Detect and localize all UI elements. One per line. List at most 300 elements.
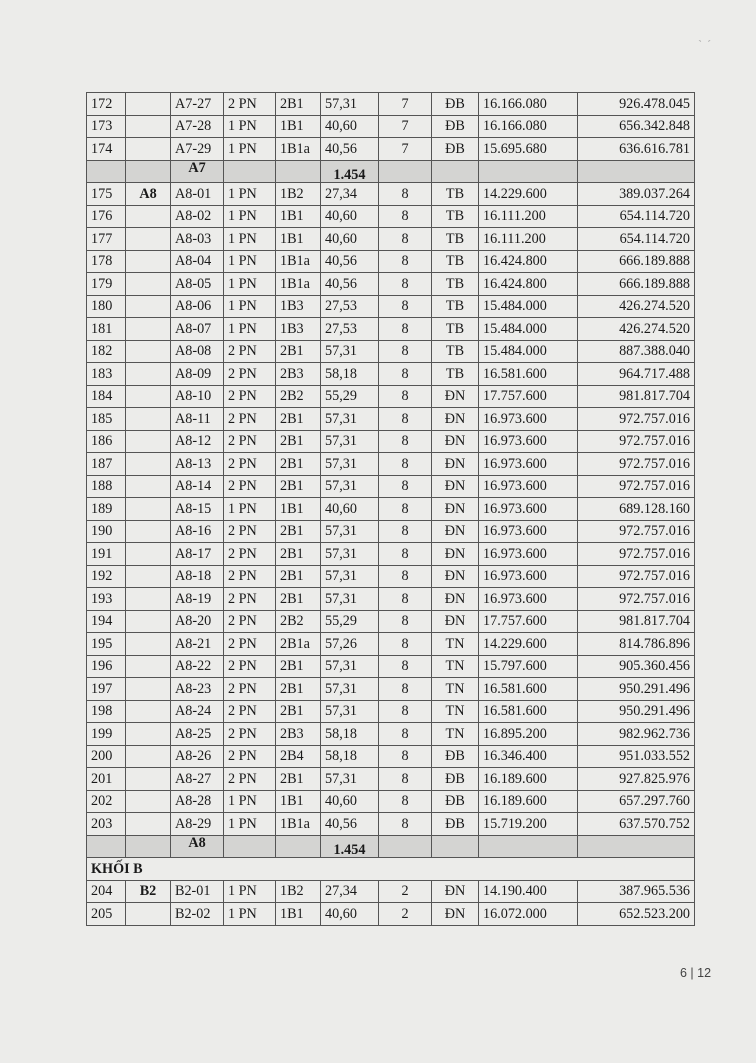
subtotal-area-total: 1.454 <box>321 835 379 858</box>
table-row <box>87 273 695 296</box>
subtotal-empty-cell <box>379 160 432 183</box>
cell-unit-type: 2B1 <box>276 340 321 363</box>
cell-floor: 8 <box>379 430 432 453</box>
cell-stt: 173 <box>87 115 126 138</box>
cell-direction: ĐN <box>432 520 479 543</box>
cell-floor: 8 <box>379 678 432 701</box>
cell-direction: ĐN <box>432 610 479 633</box>
cell-stt: 181 <box>87 318 126 341</box>
cell-block <box>126 903 171 926</box>
cell-floor: 8 <box>379 723 432 746</box>
cell-area: 57,31 <box>321 700 379 723</box>
subtotal-empty-cell <box>126 160 171 183</box>
cell-total-price: 972.757.016 <box>578 453 695 476</box>
cell-bedrooms: 2 PN <box>224 678 276 701</box>
cell-block <box>126 723 171 746</box>
cell-bedrooms: 2 PN <box>224 453 276 476</box>
cell-stt: 182 <box>87 340 126 363</box>
cell-stt: 177 <box>87 228 126 251</box>
cell-unit-code: A8-14 <box>171 475 224 498</box>
cell-block <box>126 205 171 228</box>
cell-block <box>126 498 171 521</box>
cell-area: 57,31 <box>321 93 379 116</box>
cell-direction: ĐB <box>432 138 479 161</box>
subtotal-label: A8 <box>171 835 224 858</box>
cell-floor: 8 <box>379 498 432 521</box>
cell-stt: 203 <box>87 813 126 836</box>
cell-area: 57,31 <box>321 565 379 588</box>
cell-block <box>126 813 171 836</box>
cell-block: B2 <box>126 880 171 903</box>
cell-block <box>126 318 171 341</box>
cell-unit-price: 16.973.600 <box>479 475 578 498</box>
cell-stt: 189 <box>87 498 126 521</box>
cell-stt: 201 <box>87 768 126 791</box>
cell-floor: 8 <box>379 588 432 611</box>
cell-bedrooms: 2 PN <box>224 363 276 386</box>
cell-stt: 179 <box>87 273 126 296</box>
cell-block: A8 <box>126 183 171 206</box>
table-row <box>87 363 695 386</box>
cell-unit-price: 15.484.000 <box>479 318 578 341</box>
cell-bedrooms: 2 PN <box>224 385 276 408</box>
cell-direction: TN <box>432 655 479 678</box>
cell-unit-type: 2B1 <box>276 678 321 701</box>
cell-unit-code: A8-02 <box>171 205 224 228</box>
cell-unit-code: A8-05 <box>171 273 224 296</box>
cell-floor: 8 <box>379 318 432 341</box>
table-row <box>87 880 695 903</box>
cell-unit-price: 16.973.600 <box>479 498 578 521</box>
table-row <box>87 295 695 318</box>
cell-stt: 192 <box>87 565 126 588</box>
subtotal-empty-cell <box>379 835 432 858</box>
cell-total-price: 887.388.040 <box>578 340 695 363</box>
cell-total-price: 950.291.496 <box>578 678 695 701</box>
cell-unit-type: 2B1a <box>276 633 321 656</box>
table-row <box>87 93 695 116</box>
cell-bedrooms: 2 PN <box>224 565 276 588</box>
cell-area: 57,31 <box>321 520 379 543</box>
cell-bedrooms: 2 PN <box>224 588 276 611</box>
cell-unit-code: A7-28 <box>171 115 224 138</box>
subtotal-empty-cell <box>479 835 578 858</box>
table-row <box>87 340 695 363</box>
cell-unit-type: 1B1 <box>276 205 321 228</box>
cell-bedrooms: 1 PN <box>224 318 276 341</box>
cell-block <box>126 408 171 431</box>
cell-block <box>126 138 171 161</box>
table-row <box>87 700 695 723</box>
cell-unit-code: A7-29 <box>171 138 224 161</box>
cell-floor: 8 <box>379 205 432 228</box>
cell-area: 57,31 <box>321 453 379 476</box>
cell-unit-price: 16.973.600 <box>479 408 578 431</box>
cell-bedrooms: 2 PN <box>224 520 276 543</box>
cell-unit-type: 1B1a <box>276 250 321 273</box>
cell-area: 57,31 <box>321 543 379 566</box>
cell-area: 40,60 <box>321 205 379 228</box>
cell-bedrooms: 1 PN <box>224 813 276 836</box>
subtotal-empty-cell <box>276 160 321 183</box>
cell-unit-code: B2-02 <box>171 903 224 926</box>
cell-floor: 8 <box>379 408 432 431</box>
cell-block <box>126 790 171 813</box>
cell-unit-code: A8-18 <box>171 565 224 588</box>
subtotal-empty-cell <box>432 835 479 858</box>
cell-direction: TB <box>432 273 479 296</box>
cell-direction: ĐB <box>432 790 479 813</box>
cell-direction: ĐN <box>432 543 479 566</box>
cell-area: 55,29 <box>321 610 379 633</box>
cell-stt: 184 <box>87 385 126 408</box>
cell-unit-code: A8-20 <box>171 610 224 633</box>
cell-unit-type: 2B1 <box>276 475 321 498</box>
cell-direction: TB <box>432 183 479 206</box>
cell-area: 57,31 <box>321 340 379 363</box>
cell-floor: 8 <box>379 543 432 566</box>
cell-area: 58,18 <box>321 745 379 768</box>
cell-unit-code: A8-21 <box>171 633 224 656</box>
cell-bedrooms: 2 PN <box>224 633 276 656</box>
cell-stt: 197 <box>87 678 126 701</box>
cell-floor: 2 <box>379 903 432 926</box>
cell-stt: 191 <box>87 543 126 566</box>
cell-total-price: 972.757.016 <box>578 565 695 588</box>
cell-stt: 180 <box>87 295 126 318</box>
cell-unit-code: A8-24 <box>171 700 224 723</box>
cell-unit-type: 1B3 <box>276 295 321 318</box>
cell-direction: ĐN <box>432 498 479 521</box>
cell-stt: 204 <box>87 880 126 903</box>
cell-stt: 190 <box>87 520 126 543</box>
table-row <box>87 588 695 611</box>
cell-unit-code: A8-09 <box>171 363 224 386</box>
table-row <box>87 453 695 476</box>
subtotal-empty-cell <box>224 160 276 183</box>
table-row <box>87 385 695 408</box>
cell-area: 58,18 <box>321 363 379 386</box>
cell-floor: 8 <box>379 565 432 588</box>
cell-unit-type: 2B1 <box>276 520 321 543</box>
cell-total-price: 657.297.760 <box>578 790 695 813</box>
cell-direction: ĐN <box>432 903 479 926</box>
cell-floor: 8 <box>379 610 432 633</box>
cell-block <box>126 633 171 656</box>
cell-direction: TN <box>432 678 479 701</box>
cell-block <box>126 588 171 611</box>
cell-unit-price: 16.072.000 <box>479 903 578 926</box>
cell-area: 40,60 <box>321 115 379 138</box>
cell-area: 40,56 <box>321 138 379 161</box>
cell-floor: 8 <box>379 655 432 678</box>
cell-bedrooms: 2 PN <box>224 655 276 678</box>
cell-direction: ĐN <box>432 588 479 611</box>
cell-total-price: 426.274.520 <box>578 318 695 341</box>
cell-block <box>126 295 171 318</box>
table-row <box>87 228 695 251</box>
section-title: KHỐI B <box>87 858 695 881</box>
cell-floor: 8 <box>379 363 432 386</box>
cell-unit-price: 16.424.800 <box>479 273 578 296</box>
cell-unit-type: 2B1 <box>276 408 321 431</box>
cell-unit-price: 16.111.200 <box>479 205 578 228</box>
cell-unit-code: A8-25 <box>171 723 224 746</box>
cell-total-price: 972.757.016 <box>578 408 695 431</box>
cell-area: 57,31 <box>321 678 379 701</box>
cell-unit-code: A8-08 <box>171 340 224 363</box>
cell-total-price: 950.291.496 <box>578 700 695 723</box>
cell-block <box>126 543 171 566</box>
cell-block <box>126 453 171 476</box>
cell-bedrooms: 1 PN <box>224 790 276 813</box>
cell-stt: 199 <box>87 723 126 746</box>
cell-area: 57,26 <box>321 633 379 656</box>
cell-block <box>126 250 171 273</box>
cell-bedrooms: 2 PN <box>224 93 276 116</box>
cell-stt: 185 <box>87 408 126 431</box>
cell-unit-code: B2-01 <box>171 880 224 903</box>
cell-total-price: 814.786.896 <box>578 633 695 656</box>
cell-floor: 7 <box>379 138 432 161</box>
cell-area: 40,56 <box>321 813 379 836</box>
table-row <box>87 723 695 746</box>
cell-unit-type: 1B2 <box>276 183 321 206</box>
cell-unit-code: A8-19 <box>171 588 224 611</box>
table-row <box>87 813 695 836</box>
cell-block <box>126 565 171 588</box>
cell-total-price: 982.962.736 <box>578 723 695 746</box>
cell-total-price: 654.114.720 <box>578 228 695 251</box>
cell-total-price: 926.478.045 <box>578 93 695 116</box>
cell-bedrooms: 2 PN <box>224 430 276 453</box>
cell-unit-price: 16.346.400 <box>479 745 578 768</box>
cell-unit-type: 1B3 <box>276 318 321 341</box>
cell-unit-price: 16.189.600 <box>479 768 578 791</box>
cell-unit-type: 1B1 <box>276 790 321 813</box>
cell-unit-price: 16.973.600 <box>479 588 578 611</box>
cell-bedrooms: 1 PN <box>224 115 276 138</box>
cell-unit-code: A8-03 <box>171 228 224 251</box>
cell-unit-price: 16.166.080 <box>479 93 578 116</box>
cell-bedrooms: 1 PN <box>224 205 276 228</box>
cell-floor: 8 <box>379 520 432 543</box>
cell-stt: 196 <box>87 655 126 678</box>
cell-direction: TB <box>432 340 479 363</box>
cell-floor: 7 <box>379 115 432 138</box>
cell-unit-code: A8-13 <box>171 453 224 476</box>
cell-direction: TN <box>432 633 479 656</box>
cell-total-price: 387.965.536 <box>578 880 695 903</box>
cell-unit-type: 2B2 <box>276 385 321 408</box>
cell-unit-price: 14.190.400 <box>479 880 578 903</box>
cell-direction: TN <box>432 723 479 746</box>
cell-unit-type: 2B1 <box>276 588 321 611</box>
cell-bedrooms: 2 PN <box>224 700 276 723</box>
cell-area: 57,31 <box>321 768 379 791</box>
cell-unit-price: 15.719.200 <box>479 813 578 836</box>
cell-stt: 202 <box>87 790 126 813</box>
cell-unit-type: 1B1a <box>276 138 321 161</box>
cell-area: 40,60 <box>321 498 379 521</box>
cell-total-price: 981.817.704 <box>578 385 695 408</box>
cell-stt: 198 <box>87 700 126 723</box>
cell-total-price: 656.342.848 <box>578 115 695 138</box>
cell-block <box>126 745 171 768</box>
cell-area: 40,60 <box>321 903 379 926</box>
table-row <box>87 475 695 498</box>
table-row <box>87 520 695 543</box>
cell-unit-code: A8-15 <box>171 498 224 521</box>
cell-bedrooms: 1 PN <box>224 295 276 318</box>
cell-unit-price: 15.695.680 <box>479 138 578 161</box>
price-table <box>86 92 695 926</box>
cell-direction: TB <box>432 363 479 386</box>
table-row <box>87 543 695 566</box>
cell-floor: 8 <box>379 228 432 251</box>
cell-unit-code: A8-27 <box>171 768 224 791</box>
cell-area: 57,31 <box>321 588 379 611</box>
cell-direction: ĐB <box>432 93 479 116</box>
cell-block <box>126 768 171 791</box>
cell-direction: ĐN <box>432 880 479 903</box>
cell-unit-price: 15.484.000 <box>479 295 578 318</box>
cell-area: 27,34 <box>321 183 379 206</box>
cell-total-price: 972.757.016 <box>578 430 695 453</box>
subtotal-empty-cell <box>578 160 695 183</box>
cell-unit-type: 1B1a <box>276 813 321 836</box>
cell-area: 55,29 <box>321 385 379 408</box>
cell-bedrooms: 1 PN <box>224 250 276 273</box>
section-header-row <box>87 858 695 881</box>
cell-stt: 193 <box>87 588 126 611</box>
cell-total-price: 666.189.888 <box>578 273 695 296</box>
cell-unit-type: 2B1 <box>276 93 321 116</box>
cell-block <box>126 655 171 678</box>
cell-total-price: 981.817.704 <box>578 610 695 633</box>
cell-direction: TB <box>432 318 479 341</box>
cell-floor: 7 <box>379 93 432 116</box>
cell-unit-type: 1B1a <box>276 273 321 296</box>
cell-total-price: 972.757.016 <box>578 475 695 498</box>
cell-stt: 178 <box>87 250 126 273</box>
cell-unit-code: A8-06 <box>171 295 224 318</box>
table-row <box>87 408 695 431</box>
cell-total-price: 905.360.456 <box>578 655 695 678</box>
cell-bedrooms: 1 PN <box>224 498 276 521</box>
cell-direction: ĐB <box>432 768 479 791</box>
cell-floor: 8 <box>379 273 432 296</box>
cell-unit-type: 2B1 <box>276 543 321 566</box>
cell-unit-code: A8-11 <box>171 408 224 431</box>
cell-stt: 176 <box>87 205 126 228</box>
cell-unit-code: A8-16 <box>171 520 224 543</box>
cell-stt: 186 <box>87 430 126 453</box>
table-row <box>87 745 695 768</box>
cell-floor: 8 <box>379 790 432 813</box>
cell-area: 27,34 <box>321 880 379 903</box>
cell-stt: 187 <box>87 453 126 476</box>
subtotal-area-total: 1.454 <box>321 160 379 183</box>
cell-unit-code: A8-17 <box>171 543 224 566</box>
subtotal-empty-cell <box>224 835 276 858</box>
cell-unit-type: 1B1 <box>276 228 321 251</box>
cell-unit-price: 16.581.600 <box>479 363 578 386</box>
cell-total-price: 636.616.781 <box>578 138 695 161</box>
cell-area: 40,56 <box>321 273 379 296</box>
cell-area: 57,31 <box>321 430 379 453</box>
table-row <box>87 430 695 453</box>
cell-total-price: 389.037.264 <box>578 183 695 206</box>
table-row <box>87 790 695 813</box>
table-row <box>87 250 695 273</box>
cell-block <box>126 700 171 723</box>
cell-floor: 8 <box>379 768 432 791</box>
subtotal-empty-cell <box>479 160 578 183</box>
cell-unit-type: 2B1 <box>276 768 321 791</box>
cell-unit-price: 16.973.600 <box>479 520 578 543</box>
cell-unit-price: 16.166.080 <box>479 115 578 138</box>
cell-unit-code: A8-04 <box>171 250 224 273</box>
cell-block <box>126 363 171 386</box>
cell-unit-price: 14.229.600 <box>479 633 578 656</box>
table-row <box>87 903 695 926</box>
cell-total-price: 972.757.016 <box>578 588 695 611</box>
cell-unit-price: 15.484.000 <box>479 340 578 363</box>
cell-unit-price: 16.973.600 <box>479 453 578 476</box>
cell-floor: 8 <box>379 250 432 273</box>
subtotal-row <box>87 835 695 858</box>
subtotal-empty-cell <box>87 835 126 858</box>
cell-unit-type: 2B4 <box>276 745 321 768</box>
cell-floor: 2 <box>379 880 432 903</box>
cell-stt: 174 <box>87 138 126 161</box>
cell-unit-price: 16.581.600 <box>479 678 578 701</box>
cell-floor: 8 <box>379 183 432 206</box>
cell-block <box>126 93 171 116</box>
cell-unit-type: 2B3 <box>276 723 321 746</box>
subtotal-empty-cell <box>432 160 479 183</box>
cell-unit-price: 16.424.800 <box>479 250 578 273</box>
cell-block <box>126 430 171 453</box>
cell-unit-code: A8-29 <box>171 813 224 836</box>
page-number: 6 | 12 <box>680 966 712 980</box>
cell-bedrooms: 2 PN <box>224 408 276 431</box>
cell-block <box>126 610 171 633</box>
cell-block <box>126 273 171 296</box>
cell-direction: ĐN <box>432 430 479 453</box>
cell-unit-price: 15.797.600 <box>479 655 578 678</box>
cell-area: 40,60 <box>321 790 379 813</box>
cell-block <box>126 115 171 138</box>
cell-direction: TB <box>432 228 479 251</box>
cell-unit-code: A8-22 <box>171 655 224 678</box>
cell-floor: 8 <box>379 745 432 768</box>
cell-total-price: 689.128.160 <box>578 498 695 521</box>
table-row <box>87 138 695 161</box>
cell-direction: ĐB <box>432 115 479 138</box>
cell-stt: 194 <box>87 610 126 633</box>
cell-unit-price: 17.757.600 <box>479 385 578 408</box>
cell-unit-type: 2B3 <box>276 363 321 386</box>
cell-stt: 200 <box>87 745 126 768</box>
cell-unit-type: 1B1 <box>276 498 321 521</box>
cell-unit-price: 16.581.600 <box>479 700 578 723</box>
cell-area: 27,53 <box>321 295 379 318</box>
price-table-body <box>87 93 695 926</box>
cell-stt: 188 <box>87 475 126 498</box>
cell-direction: ĐB <box>432 745 479 768</box>
